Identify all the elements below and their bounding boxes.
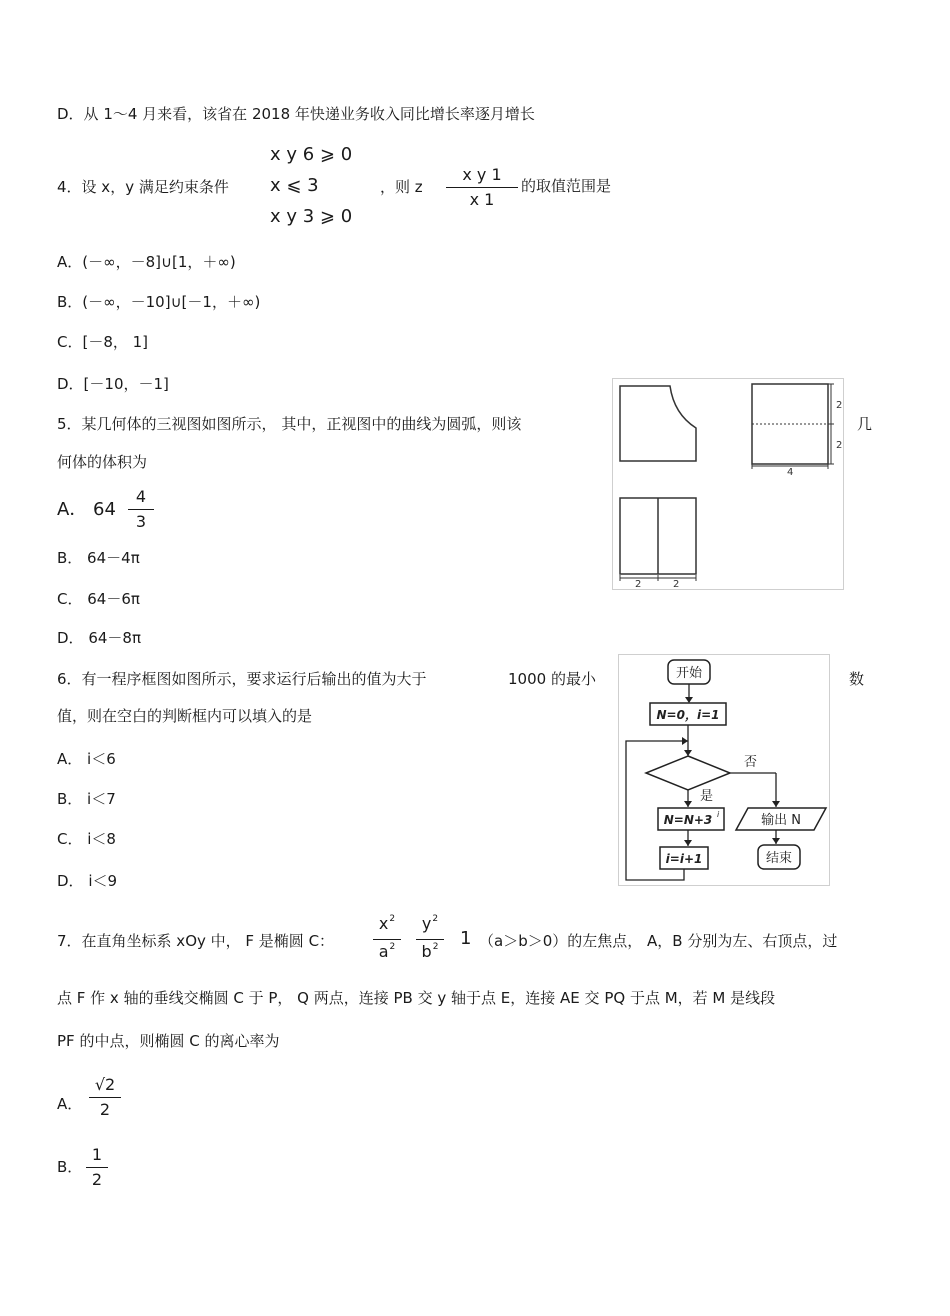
q5-option-a-label: A． 64 xyxy=(57,499,116,520)
q4-then-z: ，则 z xyxy=(380,178,423,196)
q4-stem: 4．设 x，y 满足约束条件 xyxy=(57,178,229,196)
q4-option-a: A．(－∞，－8]∪[1，＋∞) xyxy=(57,253,236,271)
q7-stem-before: 7．在直角坐标系 xOy 中， F 是椭圆 C： xyxy=(57,932,335,950)
q7-option-b-denominator: 2 xyxy=(91,1170,103,1189)
q6-stem-line1-end: 数 xyxy=(849,670,865,688)
flow-no-label: 否 xyxy=(744,755,758,770)
flow-decision xyxy=(646,756,730,790)
q5-option-a-denominator: 3 xyxy=(135,512,147,531)
q6-stem-line1: 6．有一程序框图如图所示，要求运行后输出的值为大于 xyxy=(57,670,427,688)
flow-update-i-text: i=i+1 xyxy=(665,852,703,866)
q5-option-a-fraction xyxy=(128,487,154,532)
q4-stem-after: 的取值范围是 xyxy=(521,177,612,195)
flow-update-n-text: N=N+3 xyxy=(663,813,713,827)
q4-option-c: C．[－8， 1] xyxy=(57,333,149,351)
q5-option-d: D． 64－8π xyxy=(57,629,141,647)
q4-constraint-2: x ⩽ 3 xyxy=(270,175,319,196)
q7-stem-after: （a＞b＞0）的左焦点， A，B 分别为左、右顶点，过 xyxy=(479,932,838,950)
flowchart-figure xyxy=(618,654,830,886)
q7-a-var: a xyxy=(378,942,389,961)
front-view xyxy=(620,386,696,461)
q4-constraint-1: x y 6 ⩾ 0 xyxy=(270,144,353,165)
q5-option-c: C． 64－6π xyxy=(57,590,140,608)
q6-option-c: C． i＜8 xyxy=(57,830,116,848)
q7-option-a-denominator: 2 xyxy=(99,1100,111,1119)
q7-equals-one: 1 xyxy=(460,928,472,949)
flow-start-text: 开始 xyxy=(675,666,703,681)
q7-b-var: b xyxy=(421,942,432,961)
q7-option-b-numerator: 1 xyxy=(91,1145,103,1164)
q5-stem-line1: 5．某几何体的三视图如图所示， 其中，正视图中的曲线为圆弧，则该 xyxy=(57,415,522,433)
q5-option-a-numerator: 4 xyxy=(135,487,147,506)
q6-stem-line2: 值，则在空白的判断框内可以填入的是 xyxy=(57,707,313,725)
flow-init-text: N=0，i=1 xyxy=(656,708,720,722)
q7-option-b-fraction xyxy=(86,1145,108,1190)
q4-z-denominator: x 1 xyxy=(469,190,495,209)
flow-update-n-exponent: i xyxy=(717,810,720,819)
q4-constraint-3: x y 3 ⩾ 0 xyxy=(270,206,353,227)
q7-a-exp: 2 xyxy=(389,942,396,952)
q5-option-b: B． 64－4π xyxy=(57,549,140,567)
q7-x-var: x xyxy=(378,914,389,933)
q7-option-a-label: A． xyxy=(57,1095,83,1113)
q3-option-d: D．从 1～4 月来看，该省在 2018 年快递业务收入同比增长率逐月增长 xyxy=(57,105,535,123)
flow-output-text: 输出 N xyxy=(761,813,801,828)
q7-y-exp: 2 xyxy=(432,914,439,924)
q4-option-b: B．(－∞，－10]∪[－1，＋∞) xyxy=(57,293,261,311)
q7-y-var: y xyxy=(421,914,432,933)
q6-option-d: D． i＜9 xyxy=(57,872,118,890)
q6-stem-line1-mid: 1000 的最小 xyxy=(508,670,596,688)
flow-yes-label: 是 xyxy=(700,789,714,804)
q7-option-a-numerator: √2 xyxy=(94,1075,116,1094)
q6-option-a: A． i＜6 xyxy=(57,750,116,768)
q7-b-exp: 2 xyxy=(432,942,439,952)
dim-2-left: 2 xyxy=(635,579,642,590)
q7-x-fraction xyxy=(373,914,401,965)
q7-line3: PF 的中点，则椭圆 C 的离心率为 xyxy=(57,1032,280,1050)
flow-end-text: 结束 xyxy=(765,851,793,866)
q7-y-fraction xyxy=(416,914,444,965)
q7-option-b-label: B． xyxy=(57,1158,83,1176)
q6-option-b: B． i＜7 xyxy=(57,790,116,808)
q4-z-fraction xyxy=(446,165,518,210)
dim-2-lower: 2 xyxy=(836,440,843,451)
dim-2-upper: 2 xyxy=(836,400,843,411)
q4-option-d: D．[－10，－1] xyxy=(57,375,169,393)
dim-4: 4 xyxy=(787,467,794,478)
q7-option-a-fraction xyxy=(89,1075,121,1120)
q5-stem-line1-end: 几 xyxy=(857,415,873,433)
dim-2-right: 2 xyxy=(673,579,680,590)
q4-z-numerator: x y 1 xyxy=(462,165,502,184)
q5-stem-line2: 何体的体积为 xyxy=(57,453,148,471)
three-view-figure xyxy=(612,378,844,590)
q7-x-exp: 2 xyxy=(389,914,396,924)
q7-line2: 点 F 作 x 轴的垂线交椭圆 C 于 P， Q 两点，连接 PB 交 y 轴于点 E，连接 AE 交 PQ 于点 M，若 M 是线段 xyxy=(57,989,776,1007)
